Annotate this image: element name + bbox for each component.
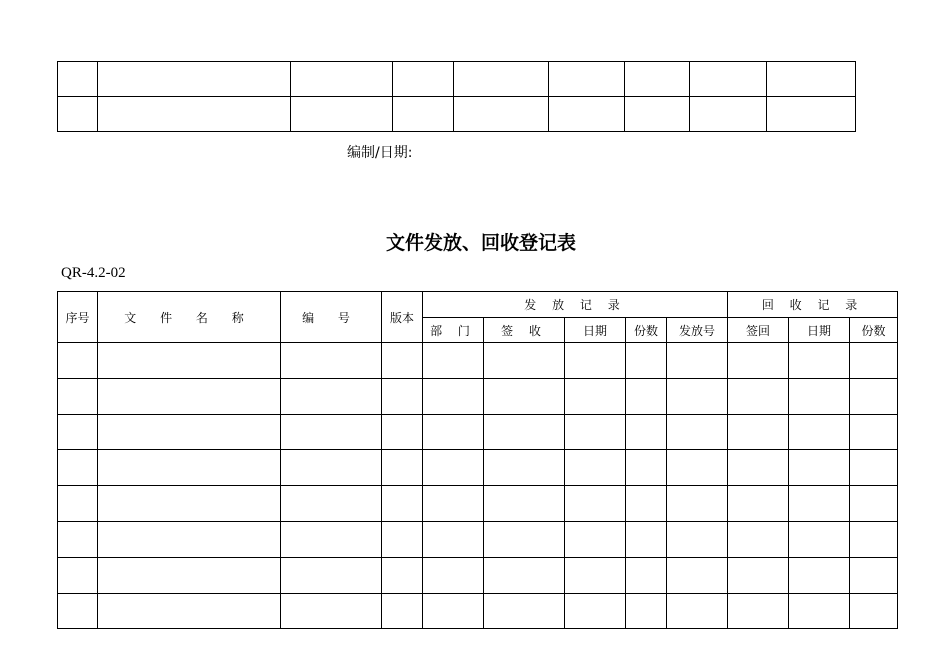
table-row	[58, 593, 898, 629]
table-cell[interactable]	[423, 593, 484, 629]
table-cell[interactable]	[382, 414, 423, 450]
table-cell[interactable]	[281, 486, 382, 522]
table-cell[interactable]	[728, 557, 789, 593]
table-cell[interactable]	[667, 450, 728, 486]
table-cell[interactable]	[667, 414, 728, 450]
table-cell[interactable]	[850, 450, 898, 486]
table-cell	[58, 97, 98, 132]
table-cell[interactable]	[667, 521, 728, 557]
header-recall-signature: 签回	[728, 318, 789, 343]
table-row	[58, 343, 898, 379]
table-cell[interactable]	[382, 521, 423, 557]
table-cell[interactable]	[667, 557, 728, 593]
table-cell[interactable]	[281, 557, 382, 593]
table-cell[interactable]	[484, 521, 565, 557]
table-cell	[625, 62, 690, 97]
table-cell[interactable]	[423, 486, 484, 522]
document-issue-recall-table	[57, 291, 898, 629]
table-cell[interactable]	[728, 414, 789, 450]
table-cell	[625, 97, 690, 132]
header-row	[58, 292, 898, 318]
header-serial: 序号	[58, 292, 98, 343]
table-cell[interactable]	[789, 521, 850, 557]
table-cell[interactable]	[281, 521, 382, 557]
table-cell[interactable]	[58, 450, 98, 486]
table-cell[interactable]	[565, 343, 626, 379]
table-cell[interactable]	[423, 521, 484, 557]
table-cell[interactable]	[98, 593, 281, 629]
table-cell[interactable]	[565, 521, 626, 557]
table-cell[interactable]	[565, 557, 626, 593]
header-recall-record: 回 收 记 录	[728, 292, 898, 318]
table-cell[interactable]	[98, 378, 281, 414]
table-row	[58, 62, 856, 97]
table-row	[58, 450, 898, 486]
table-cell[interactable]	[626, 521, 667, 557]
table-cell[interactable]	[667, 378, 728, 414]
table-cell[interactable]	[850, 378, 898, 414]
table-cell[interactable]	[382, 378, 423, 414]
table-cell[interactable]	[789, 450, 850, 486]
table-cell[interactable]	[850, 593, 898, 629]
form-title: 文件发放、回收登记表	[385, 232, 576, 254]
table-cell[interactable]	[98, 450, 281, 486]
table-row	[58, 521, 898, 557]
table-cell[interactable]	[98, 557, 281, 593]
table-cell[interactable]	[626, 378, 667, 414]
table-cell	[549, 97, 625, 132]
table-cell[interactable]	[728, 521, 789, 557]
table-cell[interactable]	[565, 593, 626, 629]
header-issue-department: 部 门	[423, 318, 484, 343]
form-code: QR-4.2-02	[61, 265, 126, 281]
table-cell[interactable]	[626, 593, 667, 629]
table-cell	[291, 97, 393, 132]
table-cell[interactable]	[626, 557, 667, 593]
table-cell[interactable]	[58, 343, 98, 379]
table-cell[interactable]	[484, 378, 565, 414]
table-cell[interactable]	[728, 486, 789, 522]
header-issue-copies: 份数	[626, 318, 667, 343]
table-cell[interactable]	[281, 343, 382, 379]
table-cell[interactable]	[484, 486, 565, 522]
table-cell[interactable]	[423, 378, 484, 414]
table-cell[interactable]	[382, 593, 423, 629]
header-version: 版本	[382, 292, 423, 343]
table-cell[interactable]	[728, 593, 789, 629]
table-cell[interactable]	[789, 593, 850, 629]
table-cell[interactable]	[789, 343, 850, 379]
header-document-number: 编 号	[281, 292, 382, 343]
table-cell[interactable]	[850, 343, 898, 379]
table-cell[interactable]	[423, 557, 484, 593]
table-cell[interactable]	[484, 414, 565, 450]
table-cell[interactable]	[850, 557, 898, 593]
table-cell	[58, 62, 98, 97]
table-cell[interactable]	[850, 414, 898, 450]
table-cell[interactable]	[728, 450, 789, 486]
table-cell[interactable]	[850, 486, 898, 522]
table-cell[interactable]	[58, 521, 98, 557]
table-cell	[549, 62, 625, 97]
table-cell[interactable]	[98, 486, 281, 522]
table-cell[interactable]	[423, 343, 484, 379]
header-recall-date: 日期	[789, 318, 850, 343]
table-cell[interactable]	[565, 414, 626, 450]
table-cell[interactable]	[565, 450, 626, 486]
table-cell[interactable]	[565, 378, 626, 414]
table-cell[interactable]	[728, 378, 789, 414]
table-cell[interactable]	[382, 557, 423, 593]
table-cell[interactable]	[281, 593, 382, 629]
table-cell[interactable]	[423, 414, 484, 450]
table-cell[interactable]	[484, 593, 565, 629]
table-cell	[767, 97, 856, 132]
table-cell[interactable]	[850, 521, 898, 557]
table-cell[interactable]	[626, 414, 667, 450]
table-cell	[690, 62, 767, 97]
table-cell[interactable]	[667, 343, 728, 379]
table-row	[58, 486, 898, 522]
table-cell[interactable]	[58, 557, 98, 593]
header-issue-record: 发 放 记 录	[423, 292, 728, 318]
table-cell[interactable]	[626, 486, 667, 522]
table-cell[interactable]	[484, 343, 565, 379]
table-cell	[98, 62, 291, 97]
header-document-name: 文 件 名 称	[98, 292, 281, 343]
table-cell	[393, 62, 454, 97]
previous-form-table-tail	[57, 61, 856, 132]
table-cell	[767, 62, 856, 97]
table-cell[interactable]	[484, 450, 565, 486]
table-cell[interactable]	[789, 378, 850, 414]
table-cell[interactable]	[667, 486, 728, 522]
table-cell[interactable]	[626, 343, 667, 379]
table-cell	[291, 62, 393, 97]
table-cell[interactable]	[789, 557, 850, 593]
table-cell	[690, 97, 767, 132]
table-cell[interactable]	[484, 557, 565, 593]
table-cell[interactable]	[58, 414, 98, 450]
header-issue-signature: 签 收	[484, 318, 565, 343]
header-issue-number: 发放号	[667, 318, 728, 343]
table-cell[interactable]	[626, 450, 667, 486]
table-cell[interactable]	[789, 486, 850, 522]
table-cell[interactable]	[58, 486, 98, 522]
table-row	[58, 378, 898, 414]
table-cell[interactable]	[667, 593, 728, 629]
table-cell	[454, 97, 549, 132]
table-cell[interactable]	[98, 343, 281, 379]
table-cell[interactable]	[98, 414, 281, 450]
table-cell[interactable]	[58, 593, 98, 629]
table-cell[interactable]	[382, 450, 423, 486]
table-row	[58, 557, 898, 593]
table-cell[interactable]	[728, 343, 789, 379]
header-recall-copies: 份数	[850, 318, 898, 343]
table-cell	[98, 97, 291, 132]
table-cell[interactable]	[98, 521, 281, 557]
table-cell[interactable]	[382, 486, 423, 522]
table-cell	[454, 62, 549, 97]
table-cell[interactable]	[281, 414, 382, 450]
table-row	[58, 414, 898, 450]
table-cell[interactable]	[565, 486, 626, 522]
table-cell[interactable]	[281, 450, 382, 486]
table-row	[58, 97, 856, 132]
table-cell	[393, 97, 454, 132]
table-cell[interactable]	[58, 378, 98, 414]
table-cell[interactable]	[423, 450, 484, 486]
header-issue-date: 日期	[565, 318, 626, 343]
table-cell[interactable]	[789, 414, 850, 450]
table-cell[interactable]	[382, 343, 423, 379]
compiler-date-label: 编制/日期:	[347, 145, 413, 161]
table-cell[interactable]	[281, 378, 382, 414]
